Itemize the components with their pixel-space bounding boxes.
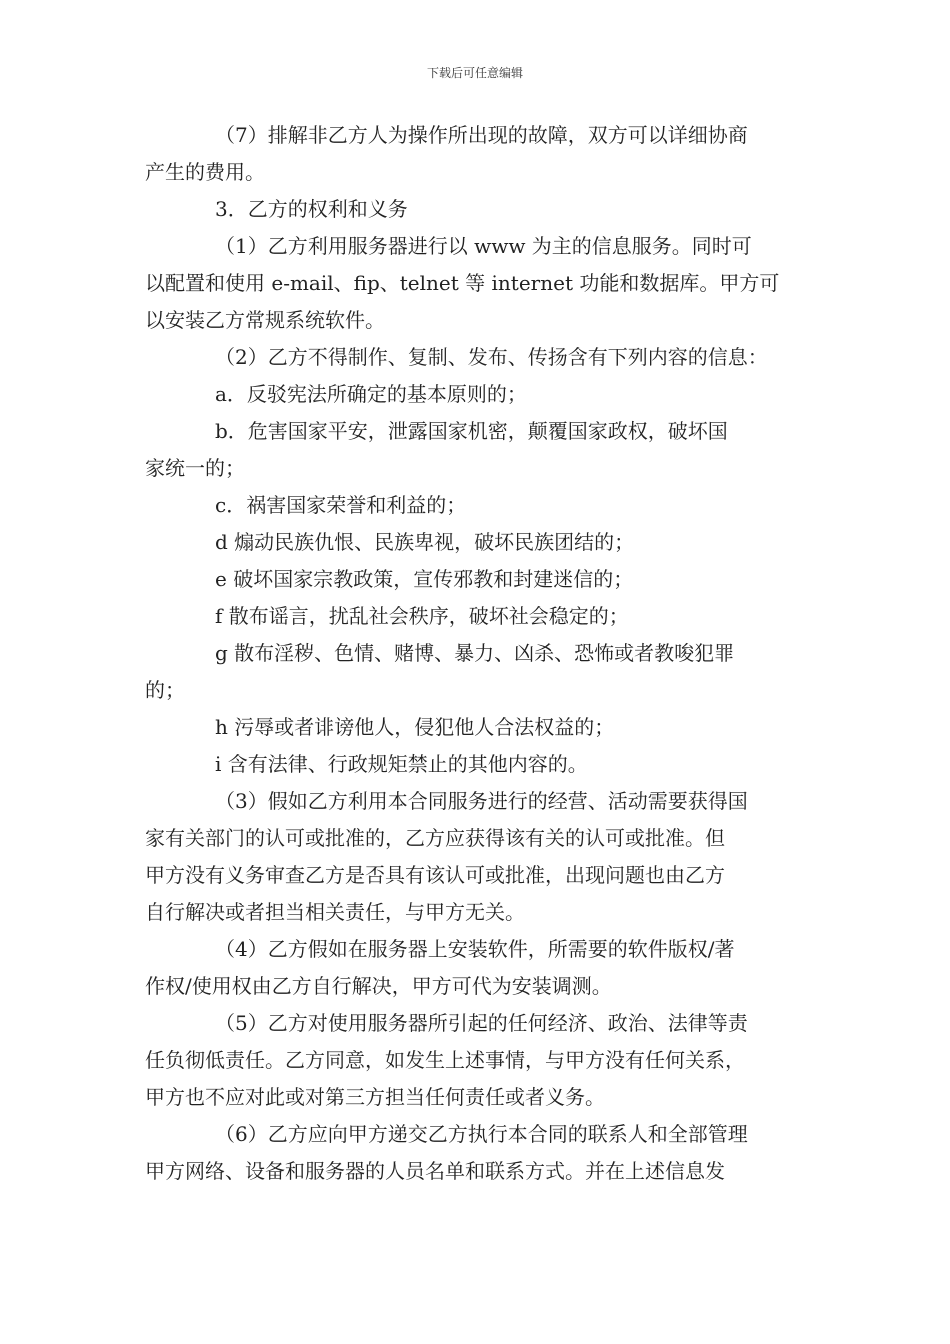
text-line: （6）乙方应向甲方递交乙方执行本合同的联系人和全部管理: [215, 1122, 748, 1146]
list-item: g 散布淫秽、色情、赌博、暴力、凶杀、恐怖或者教唆犯罪: [215, 641, 735, 665]
list-item: c．祸害国家荣誉和利益的；: [215, 493, 467, 517]
list-item: e 破坏国家宗教政策，宣传邪教和封建迷信的；: [215, 567, 634, 591]
text-line: 的；: [145, 678, 185, 702]
document-body: [145, 117, 815, 1190]
text-line: 任负彻低责任。乙方同意，如发生上述事情，与甲方没有任何关系，: [145, 1048, 745, 1072]
text-line: 家统一的；: [145, 456, 245, 480]
list-item: f 散布谣言，扰乱社会秩序，破坏社会稳定的；: [215, 604, 629, 628]
list-item: h 污辱或者诽谤他人，侵犯他人合法权益的；: [215, 715, 615, 739]
text-line: 甲方也不应对此或对第三方担当任何责任或者义务。: [145, 1085, 605, 1109]
text-line: 甲方没有义务审查乙方是否具有该认可或批准，出现问题也由乙方: [145, 863, 725, 887]
text-line: 以安装乙方常规系统软件。: [145, 308, 385, 332]
list-item: d 煽动民族仇恨、民族卑视，破坏民族团结的；: [215, 530, 635, 554]
text-line: （7）排解非乙方人为操作所出现的故障，双方可以详细协商: [215, 123, 748, 147]
text-line: 自行解决或者担当相关责任，与甲方无关。: [145, 900, 525, 924]
text-line: 作权/使用权由乙方自行解决，甲方可代为安装调测。: [145, 974, 612, 998]
text-line: （1）乙方利用服务器进行以 www 为主的信息服务。同时可: [215, 234, 752, 258]
text-line: 甲方网络、设备和服务器的人员名单和联系方式。并在上述信息发: [145, 1159, 725, 1183]
page-header: 下载后可任意编辑: [426, 66, 523, 80]
text-line: （3）假如乙方利用本合同服务进行的经营、活动需要获得国: [215, 789, 748, 813]
section-heading: 3．乙方的权利和义务: [215, 197, 408, 221]
list-item: i 含有法律、行政规矩禁止的其他内容的。: [215, 752, 588, 776]
text-line: 家有关部门的认可或批准的，乙方应获得该有关的认可或批准。但: [145, 826, 725, 850]
list-item: b．危害国家平安，泄露国家机密，颠覆国家政权，破坏国: [215, 419, 728, 443]
text-line: 产生的费用。: [145, 160, 265, 184]
text-line: （2）乙方不得制作、复制、发布、传扬含有下列内容的信息：: [215, 345, 768, 369]
text-line: （4）乙方假如在服务器上安装软件，所需要的软件版权/著: [215, 937, 735, 961]
text-line: （5）乙方对使用服务器所引起的任何经济、政治、法律等责: [215, 1011, 748, 1035]
text-line: 以配置和使用 e-mail、fip、telnet 等 internet 功能和数据库。甲方可: [145, 271, 780, 295]
list-item: a．反驳宪法所确定的基本原则的；: [215, 382, 527, 406]
